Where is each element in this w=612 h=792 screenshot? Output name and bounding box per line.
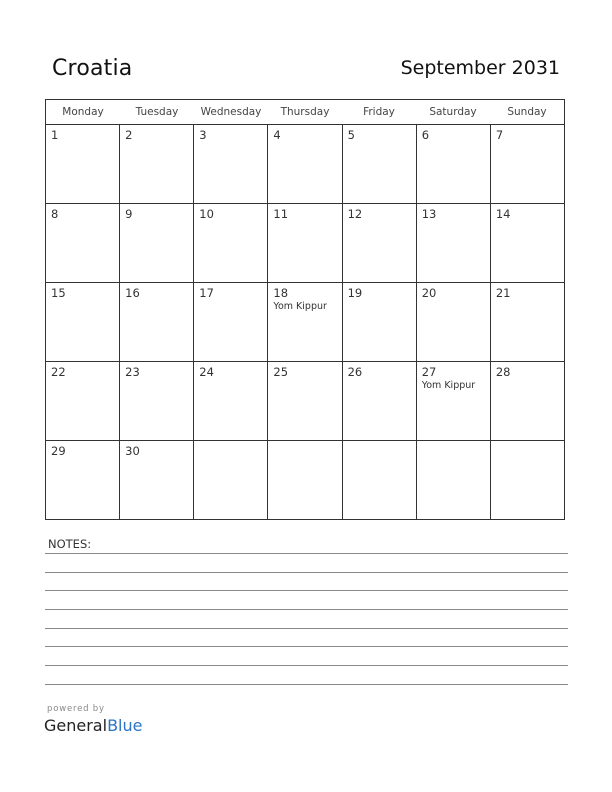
day-cell [194, 283, 268, 361]
day-number: 22 [51, 365, 66, 379]
day-number: 30 [125, 444, 140, 458]
day-cell [120, 204, 194, 282]
day-cell [343, 283, 417, 361]
weekday-wednesday: Wednesday [200, 106, 262, 118]
day-cell [417, 362, 491, 440]
day-number: 15 [51, 286, 66, 300]
brand-part-2: Blue [107, 716, 143, 735]
day-cell [120, 125, 194, 203]
day-cell [268, 204, 342, 282]
day-number: 3 [199, 128, 207, 142]
weekday-monday: Monday [62, 106, 104, 118]
weekday-thursday: Thursday [280, 106, 330, 118]
note-line [45, 665, 568, 666]
brand-part-1: General [44, 716, 108, 735]
day-cell [491, 125, 564, 203]
generalblue-logo [44, 716, 142, 735]
day-number: 29 [51, 444, 66, 458]
day-cell [120, 362, 194, 440]
day-cell [46, 125, 120, 203]
day-cell [194, 441, 268, 519]
note-line [45, 646, 568, 647]
day-number: 1 [51, 128, 59, 142]
week-row-2 [46, 204, 564, 283]
day-number: 27 [421, 365, 437, 379]
weekday-friday: Friday [363, 106, 395, 118]
day-number: 16 [125, 286, 140, 300]
day-cell [268, 283, 342, 361]
day-number: 28 [495, 365, 511, 379]
note-line [45, 553, 568, 554]
day-cell [194, 204, 268, 282]
day-number: 24 [199, 365, 214, 379]
day-cell [343, 204, 417, 282]
day-cell [417, 441, 491, 519]
holiday-label: Yom Kippur [421, 380, 476, 391]
day-cell [491, 204, 564, 282]
day-number: 8 [51, 207, 59, 221]
day-cell [268, 125, 342, 203]
weekday-header-row [46, 100, 564, 125]
week-row-5 [46, 441, 564, 519]
week-row-1 [46, 125, 564, 204]
day-number: 18 [273, 286, 289, 300]
day-cell [268, 441, 342, 519]
day-cell [417, 283, 491, 361]
calendar-grid [45, 99, 565, 520]
day-cell [46, 204, 120, 282]
day-number: 14 [495, 207, 511, 221]
day-number: 2 [125, 128, 133, 142]
month-year-title: September 2031 [400, 57, 560, 79]
note-line [45, 628, 568, 629]
day-number: 17 [199, 286, 214, 300]
country-title: Croatia [52, 56, 133, 81]
day-cell [491, 362, 564, 440]
day-number: 10 [199, 207, 214, 221]
day-cell [343, 125, 417, 203]
day-number: 6 [421, 128, 430, 142]
note-line [45, 609, 568, 610]
day-number: 5 [347, 128, 355, 142]
weekday-sunday: Sunday [507, 106, 547, 118]
day-number: 23 [125, 365, 140, 379]
day-cell [491, 441, 564, 519]
day-cell [343, 441, 417, 519]
day-cell [417, 204, 491, 282]
note-line [45, 684, 568, 685]
day-cell [194, 125, 268, 203]
day-cell [417, 125, 491, 203]
day-number: 11 [273, 207, 289, 221]
day-cell [491, 283, 564, 361]
powered-by-text: powered by [47, 704, 105, 714]
day-number: 4 [273, 128, 281, 142]
day-cell [46, 283, 120, 361]
holiday-label: Yom Kippur [273, 301, 327, 312]
day-cell [194, 362, 268, 440]
day-number: 9 [125, 207, 133, 221]
weekday-tuesday: Tuesday [135, 106, 179, 118]
day-number: 19 [347, 286, 363, 300]
day-number: 12 [347, 207, 363, 221]
day-cell [343, 362, 417, 440]
day-cell [46, 441, 120, 519]
day-cell [46, 362, 120, 440]
note-line [45, 590, 568, 591]
day-number: 21 [495, 286, 511, 300]
day-number: 26 [347, 365, 363, 379]
note-line [45, 572, 568, 573]
notes-label: NOTES: [48, 537, 92, 551]
day-cell [120, 283, 194, 361]
day-cell [120, 441, 194, 519]
week-row-3 [46, 283, 564, 362]
day-cell [268, 362, 342, 440]
week-row-4 [46, 362, 564, 441]
day-number: 7 [495, 128, 504, 142]
day-number: 20 [421, 286, 437, 300]
weekday-saturday: Saturday [429, 106, 477, 118]
day-number: 13 [421, 207, 437, 221]
day-number: 25 [273, 365, 289, 379]
